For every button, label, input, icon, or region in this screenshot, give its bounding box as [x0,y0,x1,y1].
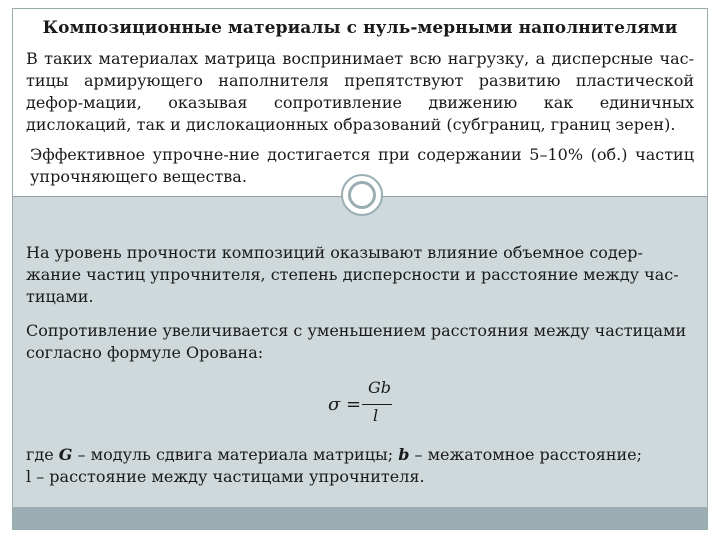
paragraph-variable-definitions [26,444,696,488]
paragraph-effective-hardening: Эффективное упрочне-ние достигается при содержании 5–10% (об.) частиц упрочняющего вещества. [30,145,694,186]
symbol-b: b [398,445,410,464]
ring-ornament-icon [341,174,383,216]
paragraph-matrix-load: В таких материалах матрица воспринимает всю нагрузку, а дисперсные час-тицы армирующего наполнителя препятствуют развитию пластической дефор-мации, оказывая сопротивление движению как единичных дислокаций, так и дислокационных образований (субграниц, границ зерен). [26,49,694,134]
definition-l: l – расстояние между частицами упрочнителя. [26,467,425,486]
symbol-g: G [58,445,73,464]
definition-b: – межатомное расстояние; [409,445,642,464]
formula-denominator: l [373,406,379,425]
definition-g: – модуль сдвига материала матрицы; [72,445,399,464]
formula-numerator: Gb [368,378,392,397]
orowan-formula [320,378,410,428]
fraction-bar [362,404,392,405]
definition-prefix: где [26,445,59,464]
slide-title: Композиционные материалы с нуль-мерными наполнителями [42,18,678,38]
paragraph-strength-factors: На уровень прочности композиций оказывают влияние объемное содер-жание частиц упрочнителя, степень дисперсности и расстояние между час-тицами. [26,243,679,306]
paragraph-orowan-intro: Сопротивление увеличивается с уменьшением расстояния между частицами согласно формуле Орована: [26,321,687,362]
formula-lhs: σ = [328,394,362,415]
